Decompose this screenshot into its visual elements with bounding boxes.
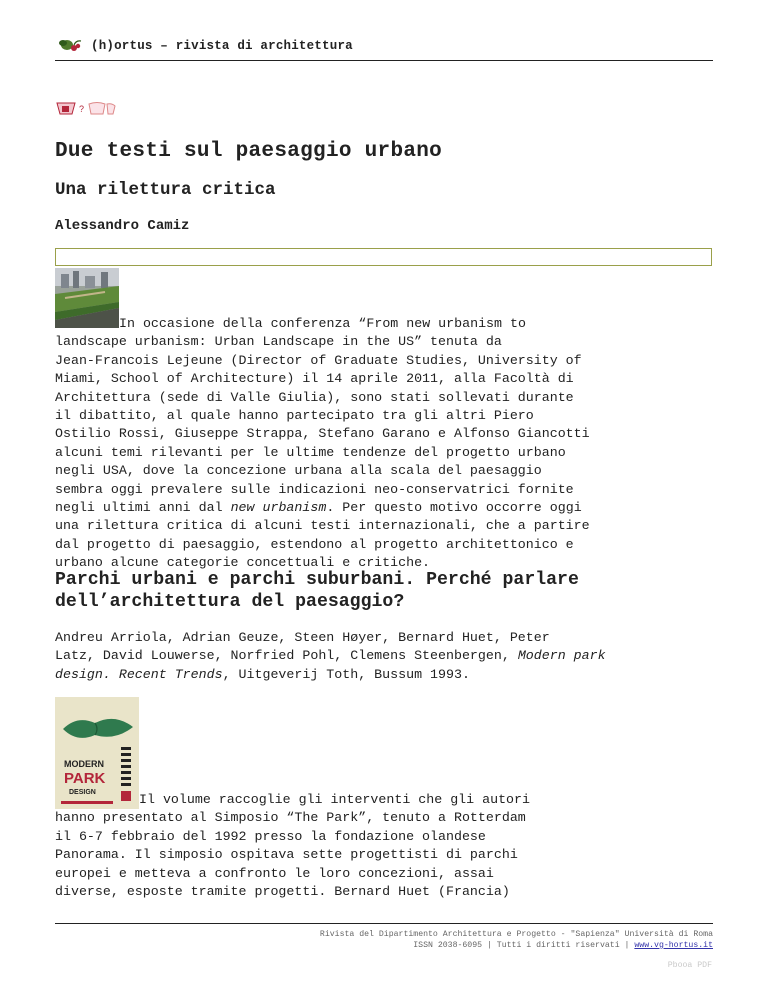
book-cover-word-design: DESIGN bbox=[69, 789, 96, 796]
intro-line: una rilettura critica di alcuni testi internazionali, che a partire bbox=[55, 518, 590, 534]
svg-text:?: ? bbox=[79, 104, 85, 114]
intro-paragraph bbox=[55, 315, 715, 573]
book-title-part: design. Recent Trends bbox=[55, 666, 223, 682]
reference-line-part: Latz, David Louwerse, Norfried Pohl, Clemens Steenbergen, bbox=[55, 648, 518, 664]
page-footer bbox=[55, 923, 713, 950]
intro-line: negli USA, dove la concezione urbana alla scala del paesaggio bbox=[55, 463, 542, 479]
intro-line: Ostilio Rossi, Giuseppe Strappa, Stefano Garano e Alfonso Giancotti bbox=[55, 426, 590, 442]
pdf-generator-watermark: Pbooa PDF bbox=[667, 961, 712, 970]
hortus-small-logo-icon bbox=[55, 100, 117, 118]
intro-line: Miami, School of Architecture) il 14 aprile 2011, alla Facoltà di bbox=[55, 371, 574, 387]
body-line: Il volume raccoglie gli interventi che gli autori bbox=[139, 792, 530, 807]
intro-line-part: . Per questo motivo occorre oggi bbox=[326, 500, 582, 516]
intro-line: In occasione della conferenza “From new urbanism to bbox=[119, 316, 526, 331]
body-line: hanno presentato al Simposio “The Park”, tenuto a Rotterdam bbox=[55, 810, 526, 826]
footer-department-line: Rivista del Dipartimento Architettura e Progetto - "Sapienza" Università di Roma bbox=[319, 930, 713, 939]
intro-line: urbano alcune categorie concettuali e critiche. bbox=[55, 555, 431, 571]
framed-empty-box bbox=[55, 248, 712, 266]
book-title-part: Modern park bbox=[517, 648, 606, 664]
hortus-logo-icon bbox=[57, 36, 87, 54]
intro-line: Architettura (sede di Valle Giulia), sono stati sollevati durante bbox=[55, 389, 574, 405]
footer-issn-text: ISSN 2038-6095 | Tutti i diritti riservati | bbox=[413, 941, 635, 950]
intro-line: landscape urbanism: Urban Landscape in the US” tenuta da bbox=[55, 334, 502, 350]
section-heading bbox=[55, 569, 715, 613]
intro-line: il dibattito, al quale hanno partecipato tra gli altri Piero bbox=[55, 408, 534, 424]
body-line: il 6-7 febbraio del 1992 presso la fondazione olandese bbox=[55, 828, 486, 844]
page-header bbox=[55, 34, 713, 61]
body-line: europei e metteva a confronto le loro concezioni, assai bbox=[55, 865, 494, 881]
article-author: Alessandro Camiz bbox=[55, 218, 190, 234]
footer-issn-line bbox=[413, 941, 713, 950]
intro-line: Jean-Francois Lejeune (Director of Graduate Studies, University of bbox=[55, 352, 582, 368]
journal-website-link[interactable]: www.vg-hortus.it bbox=[634, 941, 713, 950]
body-paragraph bbox=[55, 791, 715, 901]
intro-line: sembra oggi prevalere sulle indicazioni neo-conservatrici fornite bbox=[55, 481, 574, 497]
intro-line: dal progetto di paesaggio, estendono al progetto architettonico e bbox=[55, 536, 574, 552]
bibliographic-reference bbox=[55, 629, 715, 684]
section-heading-line: Parchi urbani e parchi suburbani. Perché parlare bbox=[55, 570, 579, 590]
journal-title: (h)ortus – rivista di architettura bbox=[91, 39, 353, 53]
intro-line: alcuni temi rilevanti per le ultime tendenze del progetto urbano bbox=[55, 444, 566, 460]
article-subtitle: Una rilettura critica bbox=[55, 180, 276, 200]
new-urbanism-term: new urbanism bbox=[230, 500, 327, 516]
section-heading-line: dell’architettura del paesaggio? bbox=[55, 592, 405, 612]
reference-line-part: , Uitgeverij Toth, Bussum 1993. bbox=[222, 666, 470, 682]
body-line: diverse, esposte tramite progetti. Bernard Huet (Francia) bbox=[55, 884, 510, 900]
article-title: Due testi sul paesaggio urbano bbox=[55, 140, 443, 163]
intro-line-part: negli ultimi anni dal bbox=[55, 500, 231, 516]
book-cover-word-park: PARK bbox=[64, 770, 106, 787]
body-line: Panorama. Il simposio ospitava sette progettisti di parchi bbox=[55, 847, 518, 863]
reference-line: Andreu Arriola, Adrian Geuze, Steen Høyer, Bernard Huet, Peter bbox=[55, 630, 550, 645]
book-cover-word-modern: MODERN bbox=[64, 759, 104, 769]
